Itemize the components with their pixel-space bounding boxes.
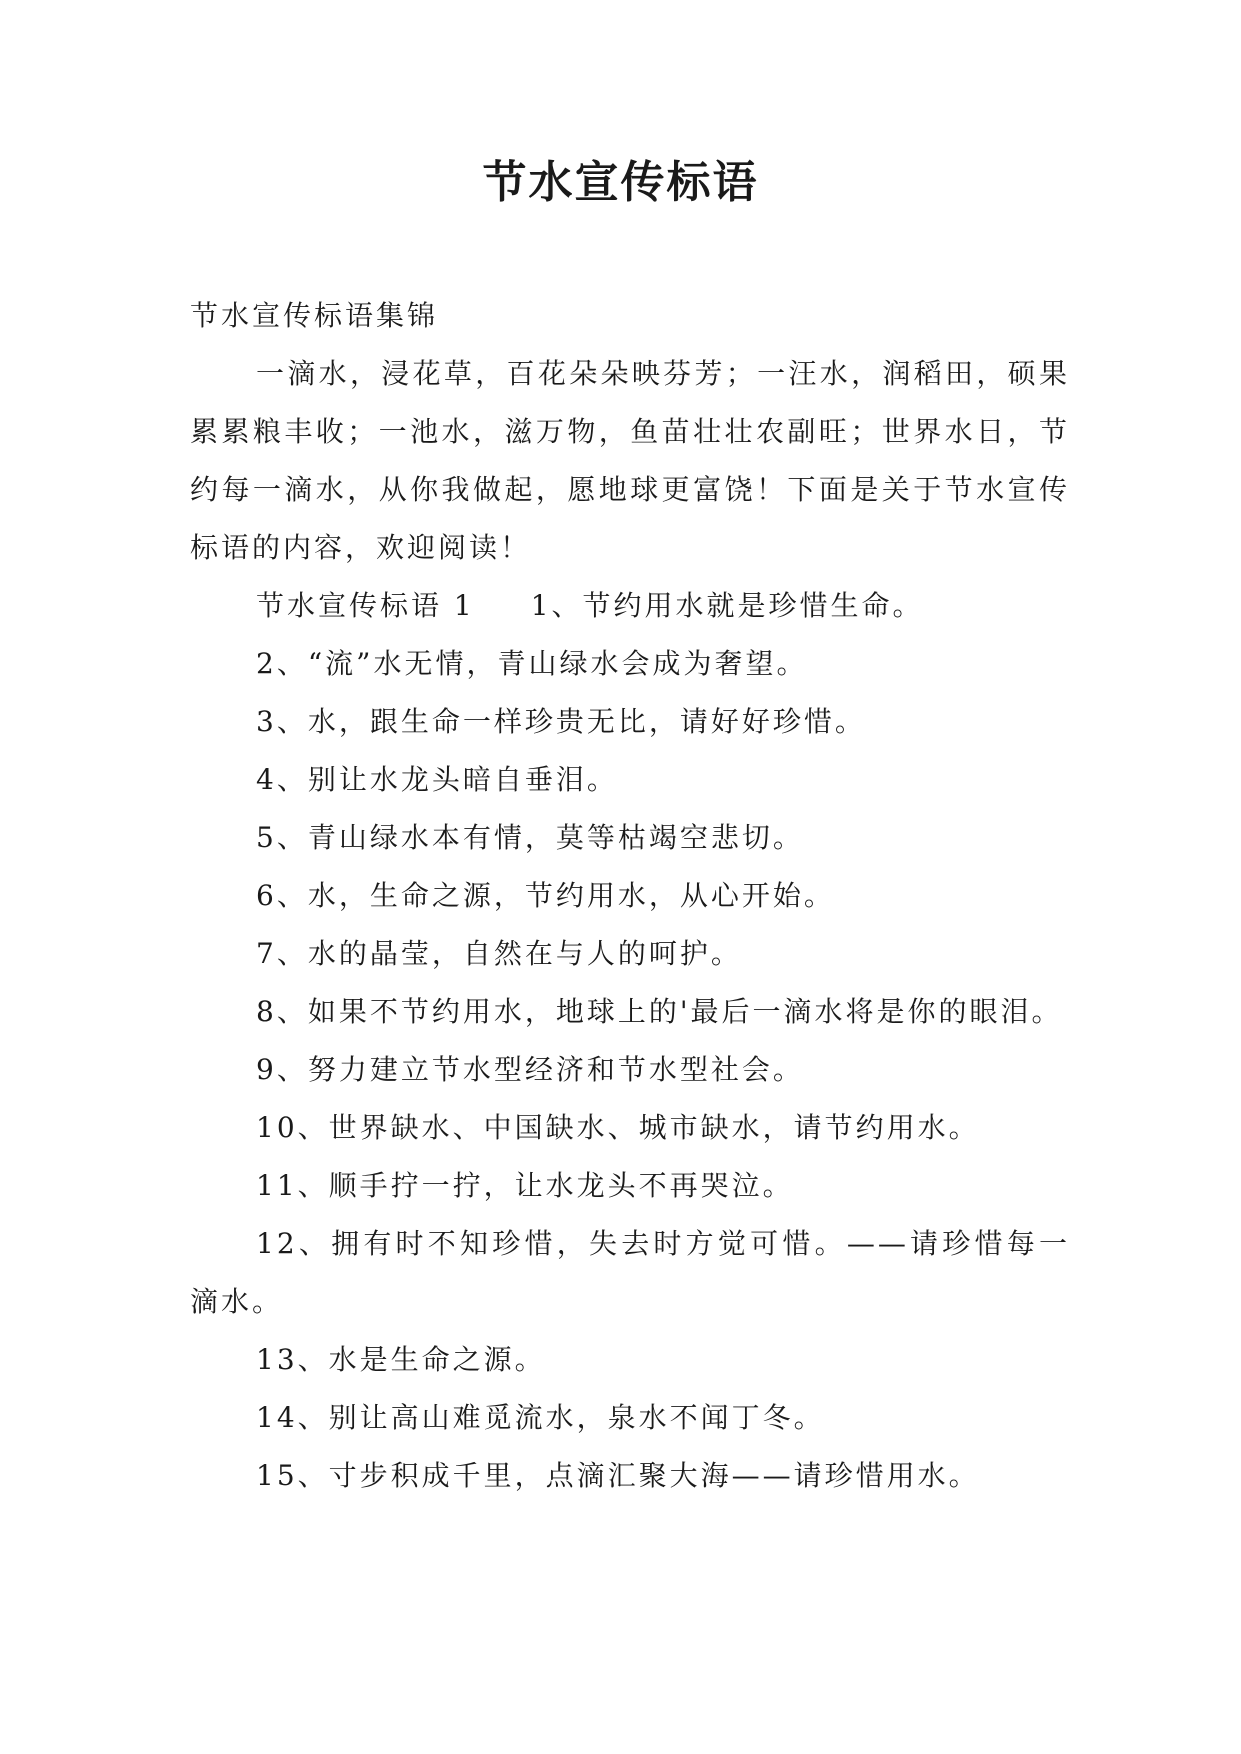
slogan-item: 2、“流”水无情，青山绿水会成为奢望。	[256, 647, 808, 680]
slogan-item: 11、顺手拧一拧，让水龙头不再哭泣。	[256, 1169, 794, 1202]
slogan-item: 3、水，跟生命一样珍贵无比，请好好珍惜。	[256, 705, 866, 738]
slogan-item: 1、节约用水就是珍惜生命。	[530, 589, 924, 622]
slogan-item: 5、青山绿水本有情，莫等枯竭空悲切。	[256, 821, 804, 854]
document-body	[190, 287, 1070, 1505]
slogan-item: 7、水的晶莹，自然在与人的呵护。	[256, 937, 742, 970]
slogan-item: 15、寸步积成千里，点滴汇聚大海——请珍惜用水。	[256, 1459, 980, 1492]
slogan-item: 12、拥有时不知珍惜，失去时方觉可惜。——请珍惜每一滴水。	[190, 1227, 1070, 1318]
slogan-item: 6、水，生命之源，节约用水，从心开始。	[256, 879, 835, 912]
document-title: 节水宣传标语	[482, 157, 759, 208]
slogan-item: 8、如果不节约用水，地球上的'最后一滴水将是你的眼泪。	[256, 995, 1063, 1028]
section-heading-line	[190, 577, 1070, 635]
slogan-item: 14、别让高山难觅流水，泉水不闻丁冬。	[256, 1401, 825, 1434]
intro-paragraph: 一滴水，浸花草，百花朵朵映芬芳；一汪水，润稻田，硕果累累粮丰收；一池水，滋万物，鱼苗壮壮农副旺；世界水日，节约每一滴水，从你我做起，愿地球更富饶！下面是关于节水宣传标语的内容，欢迎阅读！	[190, 357, 1070, 564]
slogan-item: 4、别让水龙头暗自垂泪。	[256, 763, 618, 796]
subtitle: 节水宣传标语集锦	[190, 299, 439, 332]
slogan-item: 10、世界缺水、中国缺水、城市缺水，请节约用水。	[256, 1111, 980, 1144]
section-heading: 节水宣传标语 1	[256, 589, 475, 622]
slogan-item: 9、努力建立节水型经济和节水型社会。	[256, 1053, 804, 1086]
slogan-item: 13、水是生命之源。	[256, 1343, 546, 1376]
